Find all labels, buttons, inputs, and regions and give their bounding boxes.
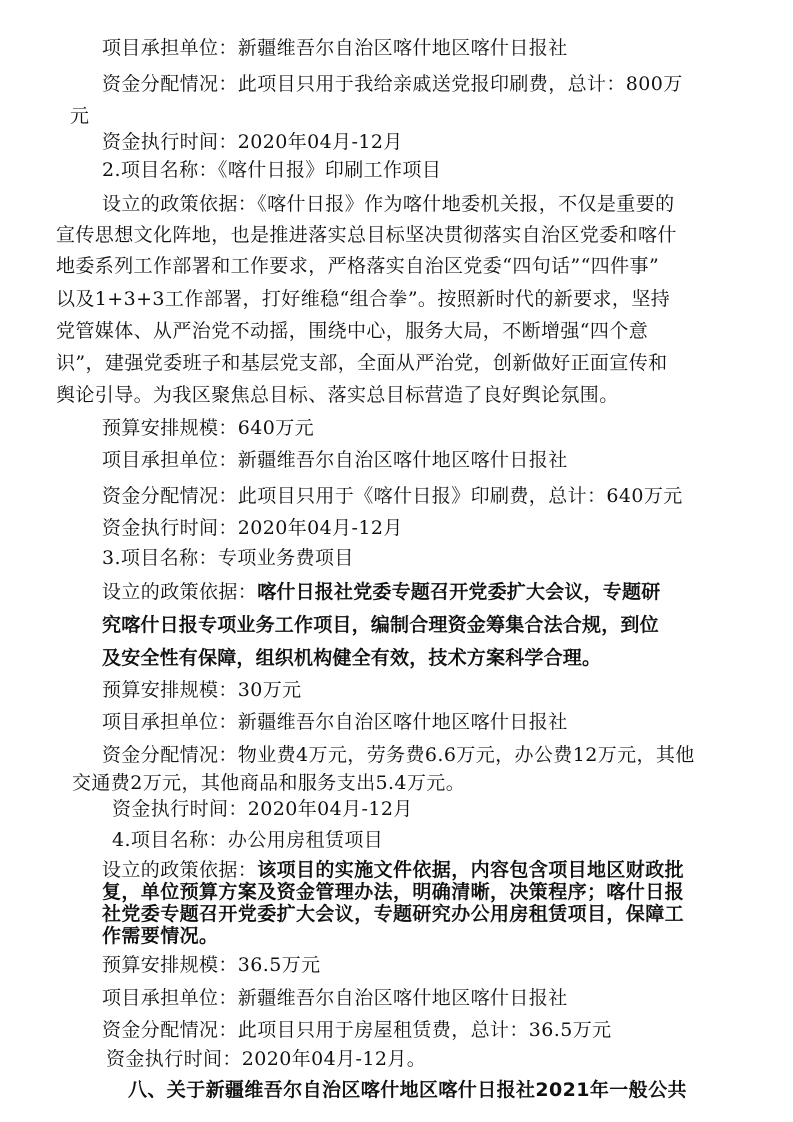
project-3-budget: 预算安排规模：30万元 (102, 679, 302, 701)
project-4-title: 4.项目名称：办公用房租赁项目 (112, 829, 384, 851)
project-3-basis (102, 578, 660, 606)
project-2-basis-line: 识”，建强党委班子和基层党支部，全面从严治党，创新做好正面宣传和 (56, 352, 668, 374)
project-3-basis-line: 究喀什日报专项业务工作项目，编制合理资金筹集合法合规，到位 (102, 614, 659, 636)
project-2-basis-line: 地委系列工作部署和工作要求，严格落实自治区党委“四句话”“四件事” (56, 255, 660, 277)
project-2-basis-line: 宣传思想文化阵地，也是推进落实总目标坚决贯彻落实自治区党委和喀什 (56, 224, 677, 246)
project-4-time: 资金执行时间：2020年04月-12月。 (106, 1048, 427, 1070)
project-3-title: 3.项目名称：专项业务费项目 (102, 547, 354, 569)
project-4-unit: 项目承担单位：新疆维吾尔自治区喀什地区喀什日报社 (102, 987, 568, 1009)
project-3-basis-text: 喀什日报社党委专题召开党委扩大会议，专题研 (257, 581, 661, 603)
project-3-basis-label: 设立的政策依据： (102, 581, 258, 603)
project-3-allocation: 资金分配情况：物业费4万元，劳务费6.6万元，办公费12万元，其他 (102, 744, 695, 766)
project-4-allocation: 资金分配情况：此项目只用于房屋租赁费，总计：36.5万元 (102, 1019, 612, 1041)
project-4-basis-label: 设立的政策依据： (102, 859, 258, 881)
project-1-time: 资金执行时间：2020年04月-12月 (102, 131, 403, 153)
project-3-unit: 项目承担单位：新疆维吾尔自治区喀什地区喀什日报社 (102, 711, 568, 733)
project-2-unit: 项目承担单位：新疆维吾尔自治区喀什地区喀什日报社 (102, 449, 568, 471)
project-4-basis-line: 复，单位预算方案及资金管理办法，明确清晰，决策程序；喀什日报 (102, 881, 685, 903)
project-2-basis-line: 以及1+3+3工作部署，打好维稳“组合拳”。按照新时代的新要求，坚持 (56, 288, 671, 310)
project-4-basis-line: 社党委专题召开党委扩大会议，专题研究办公用房租赁项目，保障工 (102, 903, 685, 925)
project-2-basis-line: 党管媒体、从严治党不动摇，围绕中心，服务大局，不断增强“四个意 (56, 320, 649, 342)
project-4-basis-text: 该项目的实施文件依据，内容包含项目地区财政批 (257, 859, 685, 881)
project-4-budget: 预算安排规模：36.5万元 (102, 954, 321, 976)
project-1-allocation-cont: 元 (70, 105, 90, 127)
project-1-unit: 项目承担单位：新疆维吾尔自治区喀什地区喀什日报社 (102, 37, 568, 59)
project-2-title: 2.项目名称：《喀什日报》印刷工作项目 (102, 159, 442, 181)
project-3-basis-line: 及安全性有保障，组织机构健全有效，技术方案科学合理。 (102, 647, 602, 669)
project-2-basis-line: 舆论引导。为我区聚焦总目标、落实总目标营造了良好舆论氛围。 (56, 384, 619, 406)
project-3-time: 资金执行时间：2020年04月-12月 (112, 798, 413, 820)
project-2-basis: 设立的政策依据：《喀什日报》作为喀什地委机关报，不仅是重要的 (102, 193, 675, 215)
project-2-allocation: 资金分配情况：此项目只用于《喀什日报》印刷费，总计：640万元 (102, 485, 683, 507)
section-8-heading: 八、关于新疆维吾尔自治区喀什地区喀什日报社2021年一般公共 (128, 1079, 687, 1101)
project-2-time: 资金执行时间：2020年04月-12月 (102, 517, 403, 539)
project-1-allocation: 资金分配情况：此项目只用于我给亲戚送党报印刷费，总计：800万 (102, 73, 683, 95)
project-2-budget: 预算安排规模：640万元 (102, 417, 315, 439)
project-3-allocation-cont: 交通费2万元，其他商品和服务支出5.4万元。 (72, 772, 466, 794)
project-4-basis-line: 作需要情况。 (102, 925, 219, 947)
